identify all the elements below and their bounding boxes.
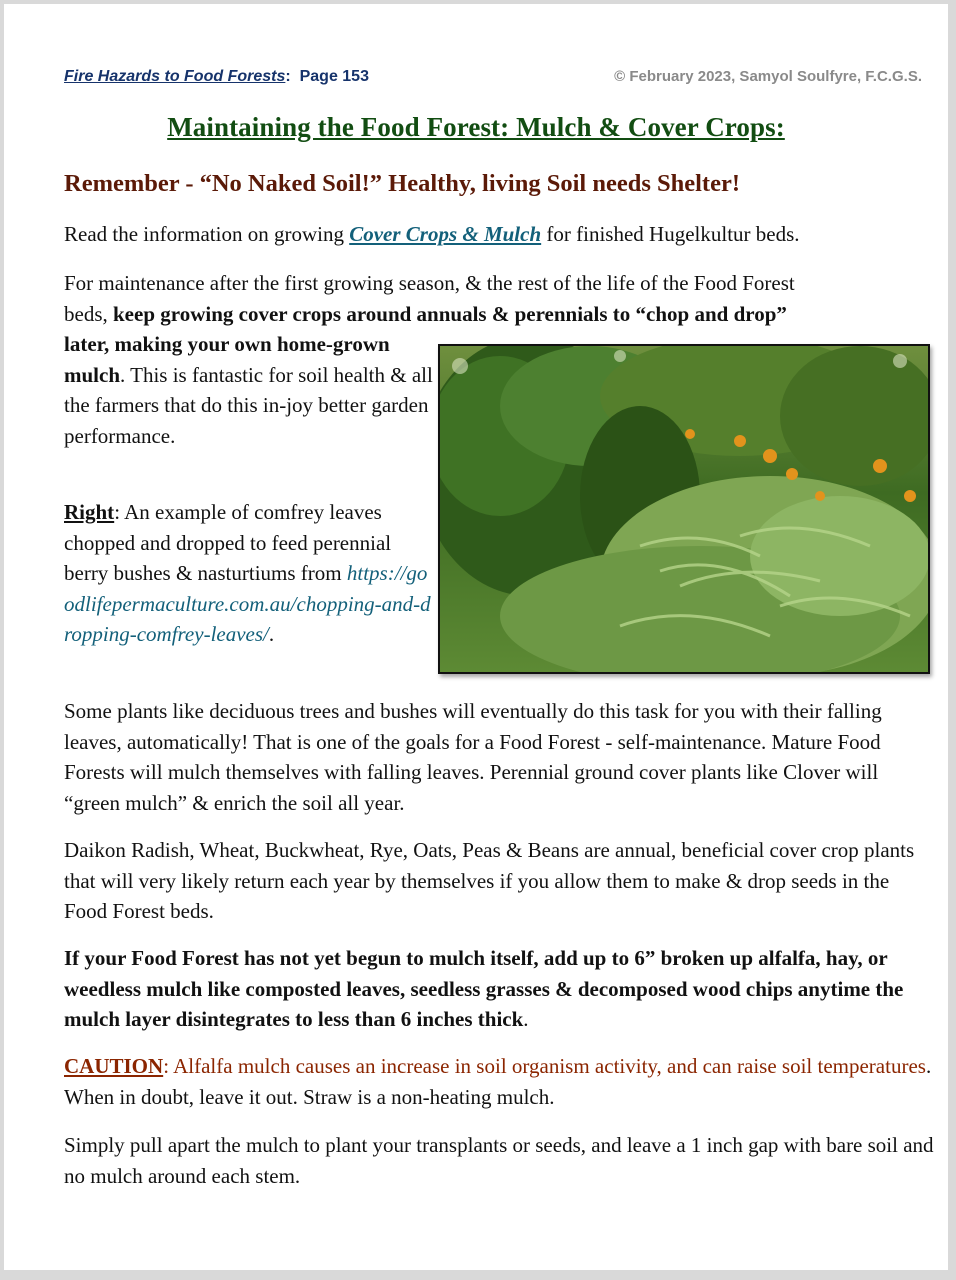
document-title: Fire Hazards to Food Forests xyxy=(64,68,286,85)
paragraph-caution: CAUTION: Alfalfa mulch causes an increase in soil organism activity, and can raise soil temperatures. When in doubt, leave it out. Straw is a non-heating mulch. xyxy=(64,1054,932,1109)
page-number: Page 153 xyxy=(299,68,369,85)
page-subtitle: Remember - “No Naked Soil!” Healthy, living Soil needs Shelter! xyxy=(64,170,740,197)
page-title: Maintaining the Food Forest: Mulch & Cover Crops: xyxy=(167,112,785,142)
paragraph-cover-crops-link: Read the information on growing Cover Crops & Mulch for finished Hugelkultur beds. xyxy=(64,222,800,246)
paragraph-falling-leaves: Some plants like deciduous trees and bushes will eventually do this task for you with their falling leaves, automatically! That is one of the goals for a Food Forest - self-maintenance. Mature Food Forests will mulch themselves with falling leaves. Perennial ground cover plants like Clover will “green mulch” & enrich the soil all year. xyxy=(64,699,882,815)
paragraph-maintenance-continued: later, making your own home-grown mulch. This is fantastic for soil health & all the farmers that do this in-joy better garden performance. xyxy=(64,332,433,448)
comfrey-mulch-photo xyxy=(438,344,930,674)
copyright-notice: © February 2023, Samyol Soulfyre, F.C.G.S. xyxy=(614,68,922,85)
paragraph-add-mulch: If your Food Forest has not yet begun to mulch itself, add up to 6” broken up alfalfa, hay, or weedless mulch like composted leaves, seedless grasses & decomposed wood chips anytime the mulch layer disintegrates to less than 6 inches thick. xyxy=(64,946,904,1031)
paragraph-maintenance: For maintenance after the first growing season, & the rest of the life of the Food Forest beds, keep growing cover crops around annuals & perennials to “chop and drop” xyxy=(64,271,795,326)
paragraph-planting-gap: Simply pull apart the mulch to plant your transplants or seeds, and leave a 1 inch gap with bare soil and no mulch around each stem. xyxy=(64,1133,934,1188)
garden-photo-illustration xyxy=(440,346,928,672)
running-header: Fire Hazards to Food Forests: Page 153 xyxy=(64,68,369,85)
caution-label: CAUTION xyxy=(64,1054,164,1078)
caption-label: Right xyxy=(64,500,115,524)
caution-warning: : Alfalfa mulch causes an increase in soil organism activity, and can raise soil temperatures xyxy=(163,1054,926,1078)
cover-crops-link[interactable]: Cover Crops & Mulch xyxy=(349,222,542,246)
paragraph-annual-cover-crops: Daikon Radish, Wheat, Buckwheat, Rye, Oats, Peas & Beans are annual, beneficial cover crop plants that will very likely return each year by themselves if you allow them to make & drop seeds in the Food Forest beds. xyxy=(64,838,915,923)
photo-caption: Right: An example of comfrey leaves chopped and dropped to feed perennial berry bushes & nasturtiums from https://goodlifepermaculture.com.au/chopping-and-dropping-comfrey-leaves/. xyxy=(64,500,431,646)
source-url-link[interactable]: https://goodlifepermaculture.com.au/chopping-and-dropping-comfrey-leaves/ xyxy=(64,561,431,646)
document-page xyxy=(4,4,948,1270)
